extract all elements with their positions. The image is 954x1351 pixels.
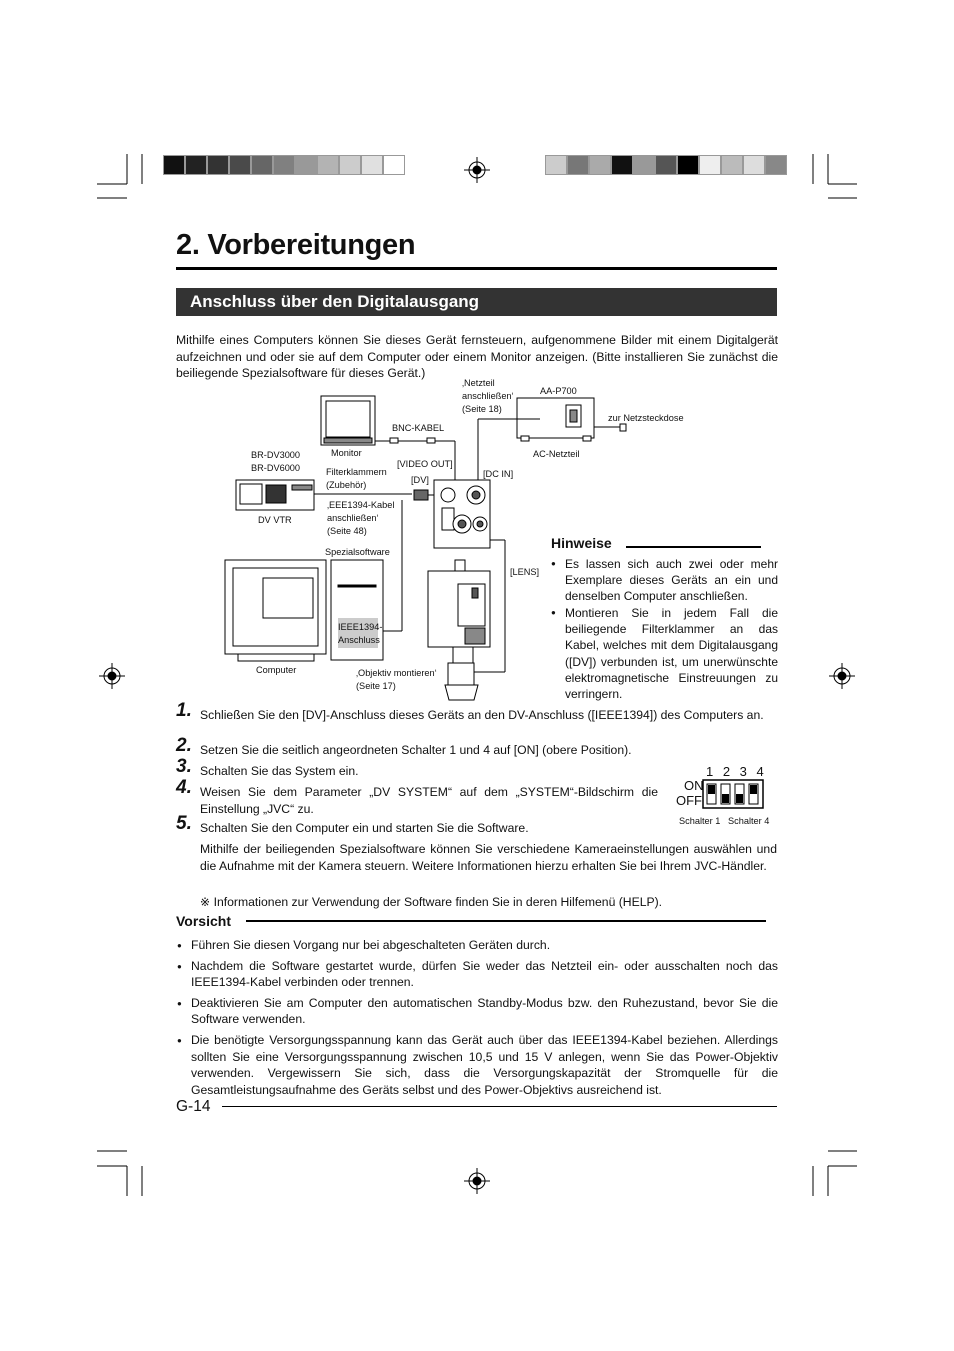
switch-numbers: 1 2 3 4: [706, 764, 767, 779]
list-item: ● Führen Sie diesen Vorgang nur bei abgeschalteten Geräten durch.: [176, 937, 778, 954]
step-number: 3.: [176, 756, 192, 777]
label-ieee-anschluss-1: IEEE1394-: [338, 622, 383, 632]
camera-body-icon: [428, 560, 490, 700]
label-bnc-kabel: BNC-KABEL: [392, 423, 445, 433]
label-ac-netzteil: AC-Netzteil: [533, 449, 580, 459]
section-heading: Anschluss über den Digitalausgang: [176, 288, 777, 316]
label-monitor: Monitor: [331, 448, 362, 458]
vorsicht-list: [176, 937, 778, 1102]
switch-on-label: ON: [684, 778, 704, 793]
label-dv-vtr: DV VTR: [258, 515, 292, 525]
switch-off-label: OFF: [676, 793, 702, 808]
list-item: ● Die benötigte Versorgungsspannung kann das Gerät auch über das IEEE1394-Kabel beziehen. Allerdings sollten Sie eine Versorgungsspannung zwischen 10,5 und 15 V anlegen, wenn Sie das Power-Objektiv verwenden. Vergewissern Sie sich, dass die Versorgungskapazität der Stromquelle für die Gesamtleistungsaufnahme des Geräts selbst und des Power-Objektivs ausreichend ist.: [176, 1032, 778, 1098]
page-number: G-14: [176, 1098, 211, 1115]
label-netzteil-3: (Seite 18): [462, 404, 502, 414]
label-ieee-kabel-2: anschließen‘: [327, 513, 379, 523]
step-number: 4.: [176, 777, 192, 798]
label-ieee-kabel-1: ‚EEE1394-Kabel: [327, 500, 395, 510]
step-text: Weisen Sie dem Parameter „DV SYSTEM“ auf dem „SYSTEM“-Bildschirm die Einstellung „JVC“ zu.: [200, 785, 658, 816]
intro-paragraph: Mithilfe eines Computers können Sie dieses Gerät fernsteuern, aufgenommene Bilder mit einem Digitalgerät aufzeichnen und oder sie auf dem Computer oder einem Monitor anzeigen. (Bitte installieren Sie zunächst die beiliegende Spezialsoftware für dieses Gerät.): [176, 333, 778, 380]
hinweise-heading: Hinweise: [551, 535, 612, 551]
label-lens: [LENS]: [510, 567, 540, 577]
label-schalter-4: Schalter 4: [728, 816, 770, 826]
hinweise-rule: [626, 546, 761, 548]
list-item: ● Deaktivieren Sie am Computer den automatischen Standby-Modus bzw. den Ruhezustand, bevor Sie die Software verwenden.: [176, 995, 778, 1028]
vorsicht-rule: [246, 920, 766, 922]
list-item: ● Es lassen sich auch zwei oder mehr Exemplare dieses Geräts an ein und denselben Computer anschließen.: [551, 556, 778, 604]
vorsicht-heading: Vorsicht: [176, 913, 231, 929]
label-netzteil-1: ‚Netzteil: [462, 378, 495, 388]
label-netzteil-2: anschließen‘: [462, 391, 514, 401]
step-text: Setzen Sie die seitlich angeordneten Schalter 1 und 4 auf [ON] (obere Position).: [200, 743, 632, 757]
label-ieee-anschluss-2: Anschluss: [338, 635, 380, 645]
step-5-note: ※ Informationen zur Verwendung der Software finden Sie in deren Hilfemenü (HELP).: [200, 895, 663, 909]
step-number: 1.: [176, 700, 192, 721]
label-objektiv-1: ‚Objektiv montieren‘: [356, 668, 437, 678]
step-text: Schalten Sie das System ein.: [200, 764, 359, 778]
label-aa-p700: AA-P700: [540, 386, 577, 396]
dip-switch-icon: [702, 779, 764, 809]
label-objektiv-2: (Seite 17): [356, 681, 396, 691]
label-br-dv6000: BR-DV6000: [251, 463, 301, 473]
label-schalter-1: Schalter 1: [679, 816, 721, 826]
label-dc-in: [DC IN]: [483, 469, 514, 479]
page-title: 2. Vorbereitungen: [176, 229, 416, 261]
label-br-dv3000: BR-DV3000: [251, 450, 301, 460]
label-zur-netzsteckdose: zur Netzsteckdose: [608, 413, 684, 423]
hinweise-list: [551, 556, 778, 703]
label-ieee-kabel-3: (Seite 48): [327, 526, 367, 536]
dv-vtr-icon: [236, 480, 314, 510]
label-computer: Computer: [256, 665, 297, 675]
step-text: Schalten Sie den Computer ein und starten Sie die Software.: [200, 821, 529, 835]
computer-monitor-icon: [225, 560, 326, 661]
label-spezialsoftware: Spezialsoftware: [325, 547, 390, 557]
camera-rear-panel-icon: [434, 480, 490, 548]
footer-rule: [222, 1106, 777, 1107]
step-number: 5.: [176, 813, 192, 834]
monitor-icon: [321, 396, 375, 445]
label-filterklammern-1: Filterklammern: [326, 467, 387, 477]
step-number: 2.: [176, 735, 192, 756]
list-item: ● Montieren Sie in jedem Fall die beiliegende Filterklammer an das Kabel, welches mit dem Digitalausgang ([DV]) verbunden ist, um unerwünschte elektromagnetische Einstreuungen zu verringern.: [551, 605, 778, 702]
step-text: Schließen Sie den [DV]-Anschluss dieses Geräts an den DV-Anschluss ([IEEE1394]) des Computers an.: [200, 708, 764, 722]
label-dv: [DV]: [411, 475, 429, 485]
step-5-paragraph: Mithilfe der beiliegenden Spezialsoftware können Sie verschiedene Kameraeinstellungen auswählen und die Aufnahme mit der Kamera steuern. Weitere Informationen hierzu erhalten Sie bei Ihrem JVC-Händler.: [200, 842, 777, 873]
list-item: ● Nachdem die Software gestartet wurde, dürfen Sie weder das Netzteil ein- oder ausschalten noch das IEEE1394-Kabel verbinden oder trennen.: [176, 958, 778, 991]
label-video-out: [VIDEO OUT]: [397, 459, 453, 469]
label-filterklammern-2: (Zubehör): [326, 480, 367, 490]
